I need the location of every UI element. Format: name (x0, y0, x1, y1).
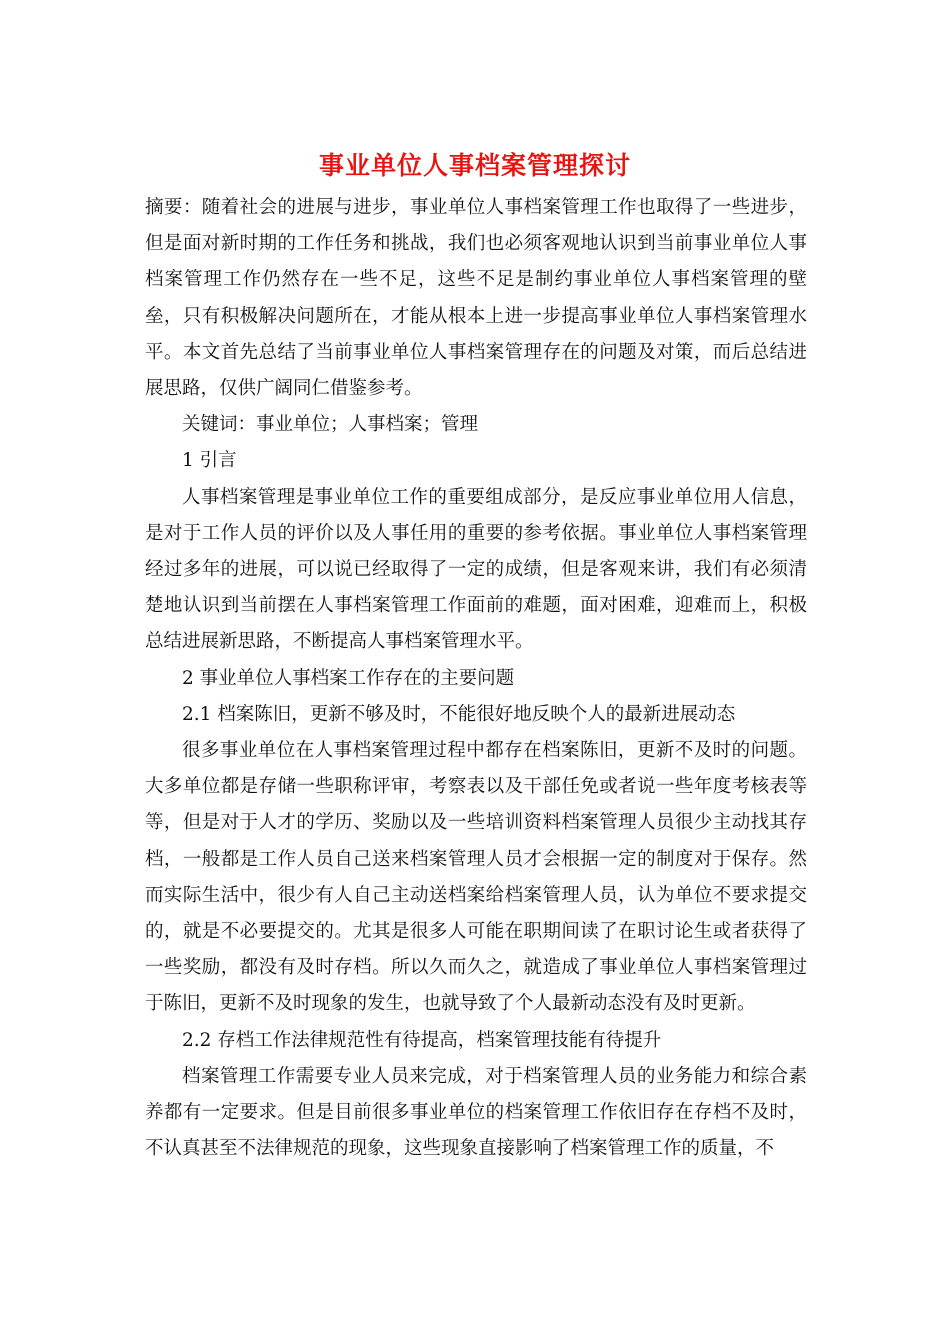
subsection-heading-2-1: 2.1 档案陈旧，更新不够及时，不能很好地反映个人的最新进展动态 (182, 703, 736, 725)
subsection-2-1-paragraph: 很多事业单位在人事档案管理过程中都存在档案陈旧，更新不及时的问题。大多单位都是存储一些职称评审，考察表以及干部任免或者说一些年度考核表等等，但是对于人才的学历、奖励以及一些培训资料档案管理人员很少主动找其存档，一般都是工作人员自己送来档案管理人员才会根据一定的制度对于保存。然而实际生活中，很少有人自己主动送档案给档案管理人员，认为单位不要求提交的，就是不必要提交的。尤其是很多人可能在职期间读了在职讨论生或者获得了一些奖励，都没有及时存档。所以久而久之，就造成了事业单位人事档案管理过于陈旧，更新不及时现象的发生，也就导致了个人最新动态没有及时更新。 (145, 740, 807, 1015)
abstract-paragraph: 摘要：随着社会的进展与进步，事业单位人事档案管理工作也取得了一些进步，但是面对新时期的工作任务和挑战，我们也必须客观地认识到当前事业单位人事档案管理工作仍然存在一些不足，这些不足是制约事业单位人事档案管理的壁垒，只有积极解决问题所在，才能从根本上进一步提高事业单位人事档案管理水平。本文首先总结了当前事业单位人事档案管理存在的问题及对策，而后总结进展思路，仅供广阔同仁借鉴参考。 (145, 197, 807, 400)
document-body (145, 190, 807, 1167)
keywords-line: 关键词：事业单位；人事档案；管理 (182, 414, 479, 436)
section-1-paragraph: 人事档案管理是事业单位工作的重要组成部分，是反应事业单位用人信息，是对于工作人员的评价以及人事任用的重要的参考依据。事业单位人事档案管理经过多年的进展，可以说已经取得了一定的成绩，但是客观来讲，我们有必须清楚地认识到当前摆在人事档案管理工作面前的难题，面对困难，迎难而上，积极总结进展新思路，不断提高人事档案管理水平。 (145, 486, 807, 653)
subsection-heading-2-2: 2.2 存档工作法律规范性有待提高，档案管理技能有待提升 (182, 1029, 662, 1051)
section-heading-1: 1 引言 (182, 450, 237, 472)
section-heading-2: 2 事业单位人事档案工作存在的主要问题 (182, 667, 515, 689)
subsection-2-2-paragraph: 档案管理工作需要专业人员来完成，对于档案管理人员的业务能力和综合素养都有一定要求。但是目前很多事业单位的档案管理工作依旧存在存档不及时，不认真甚至不法律规范的现象，这些现象直接影响了档案管理工作的质量，不 (145, 1065, 807, 1160)
document-title: 事业单位人事档案管理探讨 (318, 151, 631, 180)
